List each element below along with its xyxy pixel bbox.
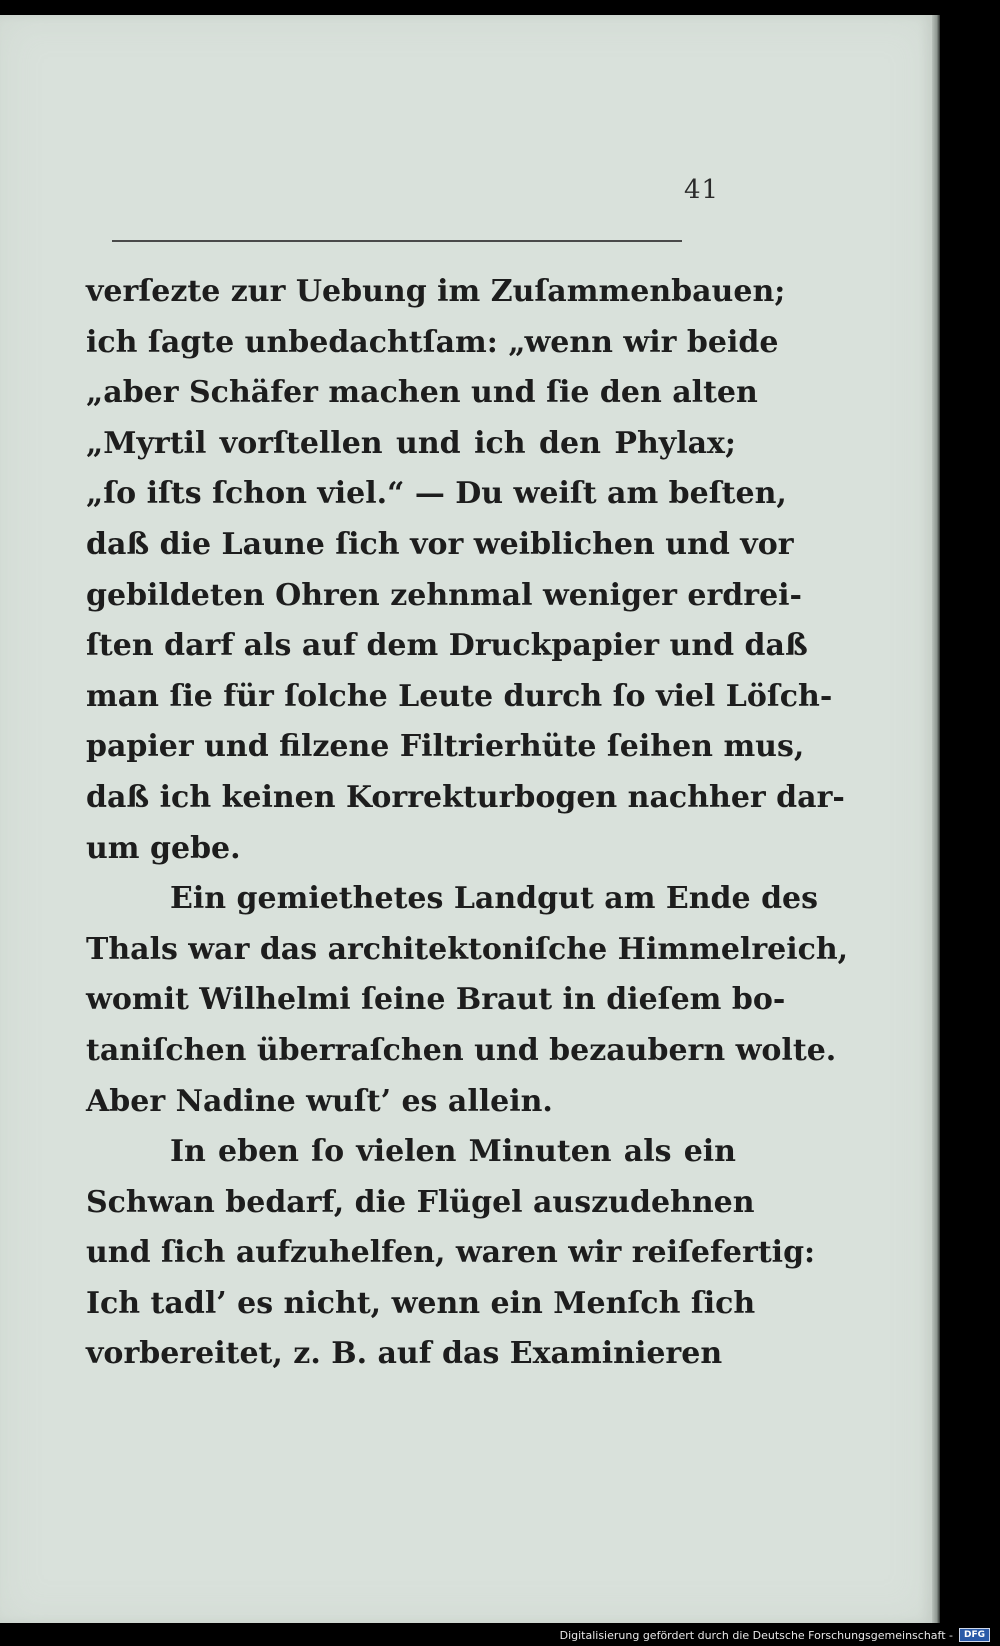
text-line: gebildeten Ohren zehnmal weniger erdrei- [86, 577, 803, 613]
text-line: ſten darf als auf dem Druckpapier und daß [86, 628, 808, 664]
text-line: Ein gemiethetes Landgut am Ende des [170, 881, 819, 917]
text-line: verſezte zur Uebung im Zuſammenbauen; [86, 274, 786, 309]
text-line: daß ich keinen Korrekturbogen nachher dar- [86, 779, 845, 815]
text-line: Thals war das architektoniſche Himmelreich, [86, 931, 849, 967]
text-line: daß die Laune ſich vor weiblichen und vor [86, 526, 794, 562]
paragraph [86, 267, 845, 874]
header-rule [112, 240, 682, 242]
text-line: vorbereitet, z. B. auf das Examinieren [86, 1336, 723, 1372]
text-line: In eben ſo vielen Minuten als ein [170, 1134, 736, 1170]
body-text [86, 267, 849, 1380]
text-line: Aber Nadine wuſt’ es allein. [86, 1083, 553, 1119]
page-edge [932, 15, 940, 1623]
text-line: um gebe. [86, 830, 241, 866]
text-line: „aber Schäfer machen und ſie den alten [86, 375, 758, 411]
dfg-logo: DFG [959, 1628, 990, 1642]
text-line: womit Wilhelmi ſeine Braut in dieſem bo- [86, 982, 786, 1018]
text-line: man ſie für ſolche Leute durch ſo viel Löſch- [86, 678, 833, 714]
text-line: Ich tadl’ es nicht, wenn ein Menſch ſich [86, 1285, 756, 1321]
paragraph [86, 1127, 816, 1380]
text-line: ich ſagte unbedachtſam: „wenn wir beide [86, 324, 779, 360]
text-line: taniſchen überraſchen und bezaubern wolte. [86, 1032, 837, 1068]
page-number: 41 [684, 175, 720, 205]
text-line: papier und filzene Filtrierhüte ſeihen mus, [86, 729, 805, 765]
text-line: „Myrtil vorſtellen und ich den Phylax; [86, 425, 736, 461]
text-line: Schwan bedarf, die Flügel auszudehnen [86, 1184, 755, 1220]
footer [560, 1626, 990, 1644]
paragraph [86, 874, 849, 1127]
footer-credit: Digitalisierung gefördert durch die Deutsche Forschungsgemeinschaft - [559, 1628, 953, 1642]
text-line: und ſich aufzuhelfen, waren wir reiſefertig: [86, 1235, 816, 1271]
text-line: „ſo iſts ſchon viel.“ — Du weiſt am beſten, [86, 476, 787, 512]
